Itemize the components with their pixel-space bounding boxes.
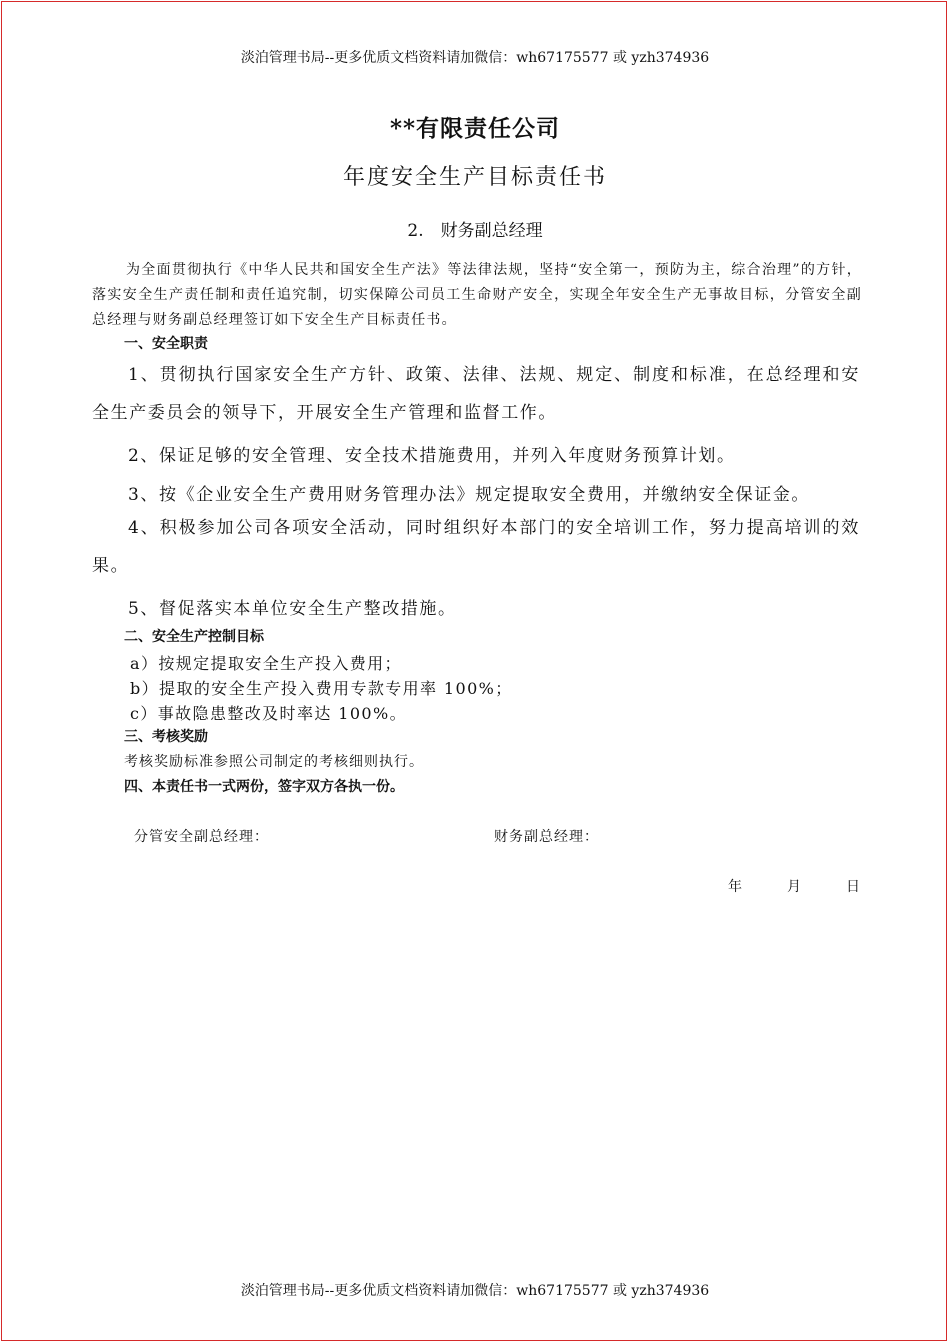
goal-item-b: b）提取的安全生产投入费用专款专用率 100%；: [130, 679, 513, 698]
section2-heading: 二、安全生产控制目标: [124, 629, 264, 645]
date-day-label: 日: [846, 879, 861, 895]
document-subtitle: 2. 财务副总经理: [407, 221, 543, 241]
date-year-label: 年: [728, 879, 743, 895]
company-title: **有限责任公司: [389, 115, 561, 142]
intro-paragraph: 为全面贯彻执行《中华人民共和国安全生产法》等法律法规，坚持“安全第一，预防为主，综合治理”的方针，落实安全生产责任制和责任追究制，切实保障公司员工生命财产安全，实现全年安全生产无事故目标，分管安全副总经理与财务副总经理签订如下安全生产目标责任书。: [92, 262, 862, 328]
goal-item-c: c）事故隐患整改及时率达 100%。: [130, 704, 407, 723]
date-month-label: 月: [787, 879, 802, 895]
duty-item-3: 3、按《企业安全生产费用财务管理办法》规定提取安全费用，并缴纳安全保证金。: [128, 485, 811, 505]
signature-left-label: 分管安全副总经理：: [134, 829, 269, 845]
signature-right-label: 财务副总经理：: [494, 829, 599, 845]
document-title: 年度安全生产目标责任书: [342, 165, 607, 190]
section3-heading: 三、考核奖励: [124, 729, 208, 745]
footer-note: 淡泊管理书局--更多优质文档资料请加微信：wh67175577 或 yzh374936: [240, 1283, 710, 1299]
goal-item-a: a）按规定提取安全生产投入费用；: [130, 654, 402, 673]
duty-item-1: 1、贯彻执行国家安全生产方针、政策、法律、法规、规定、制度和标准，在总经理和安全生产委员会的领导下，开展安全生产管理和监督工作。: [92, 365, 860, 423]
duty-item-2: 2、保证足够的安全管理、安全技术措施费用，并列入年度财务预算计划。: [128, 446, 736, 466]
duty-item-4: 4、积极参加公司各项安全活动，同时组织好本部门的安全培训工作，努力提高培训的效果。: [92, 518, 860, 576]
section4-heading: 四、本责任书一式两份，签字双方各执一份。: [124, 779, 404, 795]
header-note: 淡泊管理书局--更多优质文档资料请加微信：wh67175577 或 yzh374936: [240, 50, 710, 66]
duty-item-5: 5、督促落实本单位安全生产整改措施。: [128, 599, 457, 619]
section3-text: 考核奖励标准参照公司制定的考核细则执行。: [124, 754, 424, 770]
section1-heading: 一、安全职责: [124, 336, 208, 352]
